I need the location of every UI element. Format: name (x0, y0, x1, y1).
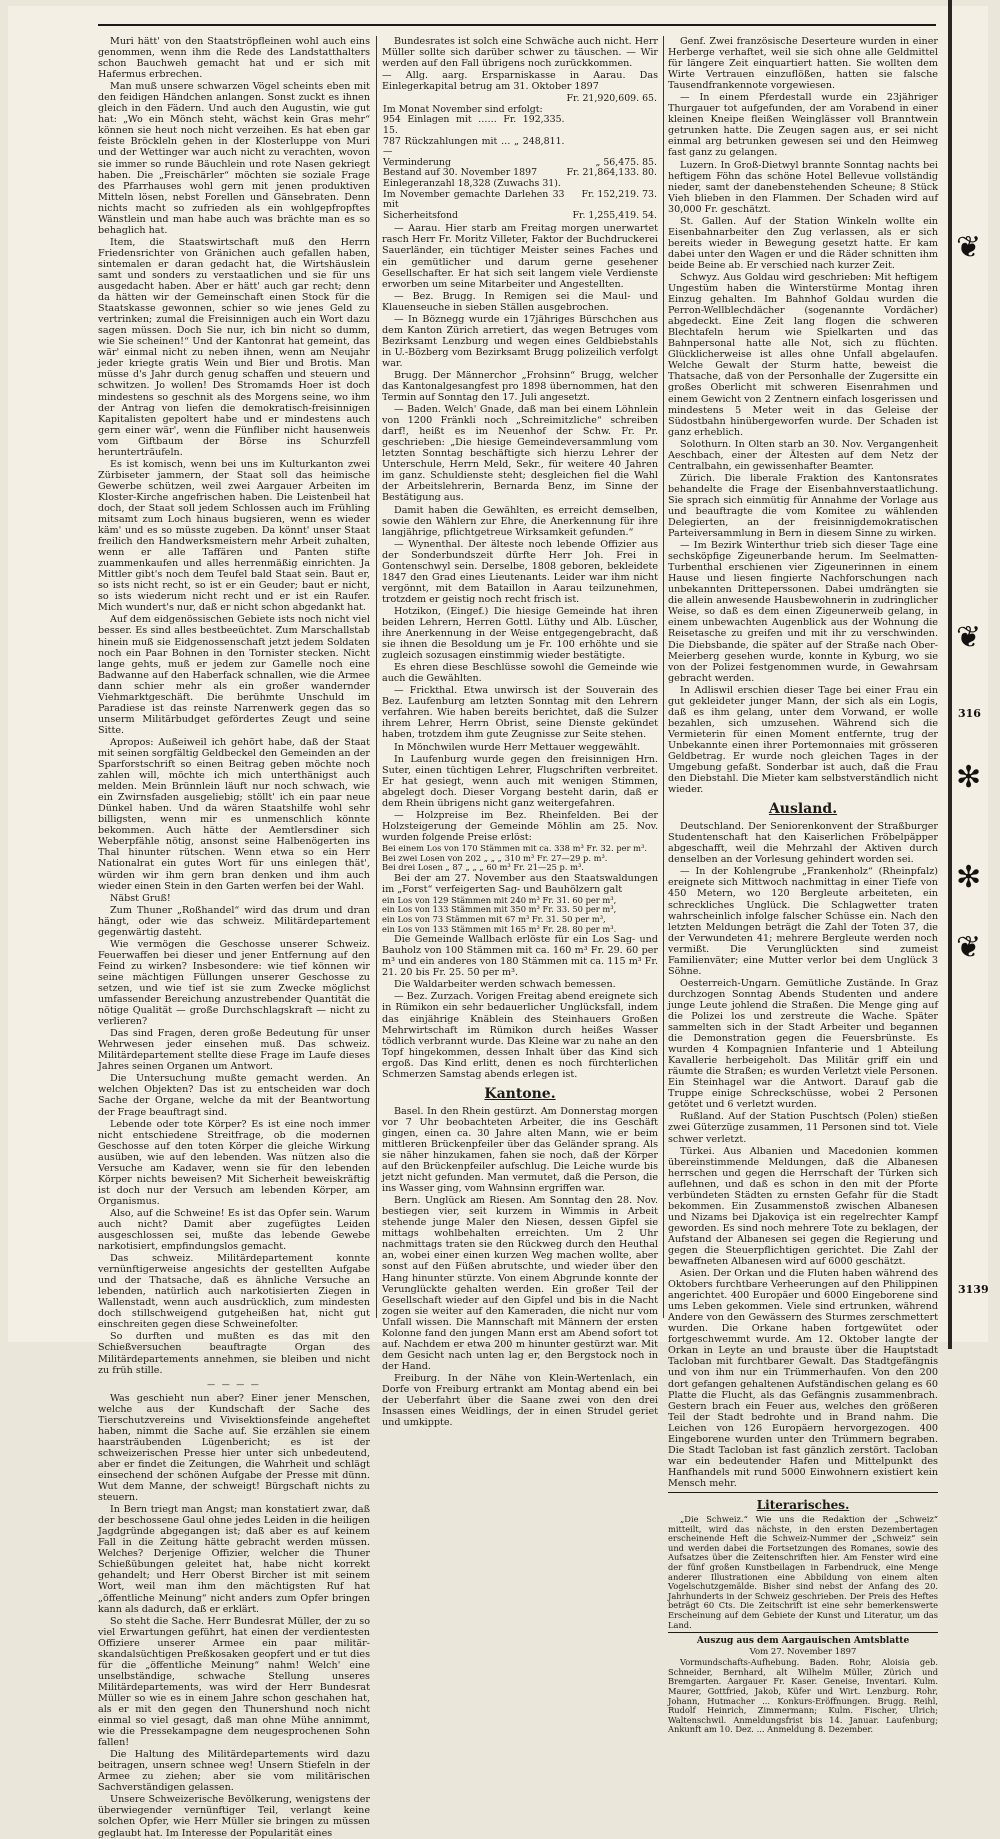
article-paragraph: Das sind Fragen, deren große Bedeutung für unser Wehrwesen jeder einsehen muß. Das schweiz. Militärdepartement stellte diese Frage im Laufe dieses Jahres seinen Organen um Antwort. (98, 1028, 370, 1073)
price-row: Bei zwei Losen von 202 „ „ „ 310 m³ Fr. 27—29 p. m³. (382, 852, 608, 863)
news-item: In Mönchwilen wurde Herr Mettauer weggewählt. (394, 741, 641, 753)
page-edge-strip (948, 0, 952, 1349)
bank-cell-label: Verminderung (383, 156, 451, 168)
news-item: — In Böznegg wurde ein 17jähriges Bürschchen aus dem Kanton Zürich arretiert, das wegen Betruges vom Bezirksamt Lenzburg und wegen eines Geldbiebstahls in U.-Bözberg vom Bezirksamt Brugg polizeilich verfolgt war. (382, 313, 658, 369)
news-item: In Adliswil erschien dieser Tage bei einer Frau ein gut gekleideter junger Mann, der sich als ein Logis, daß es ihm gelang, unter dem Vorwand, er wolle bezahlen, sich umzusehen. Während sich die Vermieterin für einen Moment entfernte, trug der Unbekannte einen ihrer Portemonnaies mit grösseren Geldbetrag. Er wurde noch gleichen Tages in der Umgebung gefaßt. Sonderbar ist auch, daß die Frau den Diebstahl. Die Mieter kam selbstverständlich nicht wieder. (668, 684, 938, 796)
bank-table (382, 94, 658, 221)
price-row: ein Los von 129 Stämmen mit 240 m³ Fr. 31. 60 per m³, (382, 894, 617, 905)
news-item: Hotzikon, (Eingef.) Die hiesige Gemeinde hat ihren beiden Lehrern, Herren Gottl. Lüthy und Alb. Lüscher, ihre Anerkennung in der Weise entgegengebracht, daß sie ihnen die Besoldung um je Fr. 100 erhöhte und sie zugleich sozusagen einstimmig wieder bestätigte. (382, 605, 658, 662)
news-item: — Frickthal. Etwa unwirsch ist der Souverain des Bez. Laufenburg am letzten Sonntag mit den Lehrern verfahren. Wie haben bereits berichtet, daß die Sulzer ihrem Lehrer, Herrn Obrist, seine Dienste gekündet haben, trotzdem ihm gute Zeugnisse zur Seite stehen. (382, 685, 658, 741)
column-3 (668, 36, 938, 1735)
article-paragraph: Muri hätt' von den Staatströpfleinen wohl auch eins genommen, wenn ihm die Rede des Landstatthalters schon Bauchweh gemacht hat und er sich mit Hafermus erbrechen. (98, 36, 370, 81)
news-item: Türkei. Aus Albanien und Macedonien kommen übereinstimmende Meldungen, daß die Albanesen herrschen und gegen die Herrschaft der Türken sich auflehnen, und daß es schon in den mit der Pforte verbündeten Städten zu ernsten Gefahr für die Stadt bekommen. Ein Zusammenstoß zwischen Albanesen und Nizams bei Djakoviça ist ein regelrechter Kampf geworden. Es sind noch mehrere Tote zu beklagen, der Aufstand der Albanesen sei gegen die Regierung und gegen die Steuerpflichtigen gerichtet. Die Zahl der bewaffneten Albanesen wird auf 6000 geschätzt. (668, 1145, 938, 1268)
article-paragraph: In Bern triegt man Angst; man konstatiert zwar, daß der beschossene Gaul ohne jedes Leiden in die heiligen Jagdgründe abgegangen ist; daß aber es auf keinem Fall in die Zeitung hätte gebracht werden müssen. Welches? Derjenige Offizier, welcher die Thuner Schießübungen geleitet hat, habe nicht korrekt gehandelt; und Herr Oberst Bircher ist mit seinem Wort, weil man ihm den mächtigsten Ruf hat „öffentliche Meinung“ nicht anders zum Opfer bringen kann als dadurch, daß er erklärt. (98, 1504, 370, 1615)
article-paragraph: Die Untersuchung mußte gemacht werden. An welchen Objekten? Das ist zu entscheiden war doch Sache der Organe, welche da mit der Beantwortung der Frage beauftragt sind. (98, 1073, 370, 1118)
bank-cell-label: 787 Rückzahlungen mit … „ 248,811. — (383, 135, 565, 158)
news-item: — Bez. Brugg. In Remigen sei die Maul- und Klauenseuche in sieben Ställen ausgebrochen. (382, 290, 658, 313)
bank-cell-label: Im November gemachte Darlehen 33 mit (383, 188, 565, 211)
news-item: Basel. In den Rhein gestürzt. Am Donnerstag morgen vor 7 Uhr beobachteten Arbeiter, die ins Geschäft gingen, einen ca. 30 Jahre alten Mann, wie er beim mittleren Brückenpfeiler über das Geländer sprang. Als sie näher hinzukamen, fahen sie noch, daß der Körper auf den Brückenpfeiler aufschlug. Die Leiche wurde bis jetzt nicht gefunden. Man vermutet, daß die Person, die ins Wasser ging, vom Wahnsinn ergriffen war. (382, 1105, 658, 1195)
bank-cell-label: Bestand auf 30. November 1897 (383, 167, 538, 179)
timber-text-4: Die Waldarbeiter werden schwach bemessen. (394, 979, 616, 991)
news-item: Asien. Der Orkan und die Fluten haben während des Oktobers furchtbare Verheerungen auf den Philippinen angerichtet. 400 Europäer und 6000 Eingeborene sind ums Leben gekommen. Viele sind ertrunken, während Andere von den Gewässern des Sturmes zerschmettert wurden. Die Orkane haben fortgewütet oder fortgeschwemmt wurde. Am 12. Oktober langte der Orkan in Leyte an und brauste über die Hauptstadt Tacloban mit furchtbarer Gewalt. Das Stadtgefängnis und von ihm nur ein Trümmerhaufen. Von den 200 dort gefangen gehaltenen Aufständischen gelang es 60 Platte die Flucht, als das Gefängnis zusammenbrach. Gestern brach ein Feuer aus, welches den größeren Teil der Stadt bedrohte und in Brand nahm. Die Leichen von 126 Europäern hervorgezogen. 400 Eingeborene wurden unter den Trümmern begraben. Die Stadt Tacloban ist fast gänzlich zerstört. Tacloban war ein bedeutender Hafen und Mittelpunkt des Hanfhandels mit rund 5000 Einwohnern existiert kein Mensch mehr. (668, 1268, 938, 1489)
price-row: ein Los von 133 Stämmen mit 165 m³ Fr. 28. 80 per m³. (382, 923, 617, 934)
ornament-icon: ❦ (956, 620, 982, 655)
article-paragraph: Die Haltung des Militärdepartements wird dazu beitragen, unsern schnee weg! Unsern Stiefeln in der Armee zu ziehen; aber sie vom militärischen Sachverständigen gelassen. (98, 1749, 370, 1794)
news-item: Rußland. Auf der Station Puschtsch (Polen) stießen zwei Güterzüge zusammen, 11 Personen sind tot. Viele schwer verletzt. (668, 1111, 938, 1145)
news-item: Solothurn. In Olten starb an 30. Nov. Vergangenheit Aeschbach, einer der Ältesten auf dem Netz der Centralbahn, ein gewissenhafter Beamter. (668, 438, 938, 472)
price-row: Bei drei Losen „ 87 „ „ „ 60 m³ Fr. 21—25 p. m³. (382, 862, 584, 873)
divider: — — — — (207, 1379, 261, 1389)
article-paragraph: Zum Thuner „Roßhandel“ wird das drum und dran hängt, oder wie das schweiz. Militärdepartement gegenwärtig dasteht. (98, 904, 370, 938)
news-item: — Wynenthal. Der älteste noch lebende Offizier aus der Sonderbundszeit dürfte Herr Joh. Frei in Gontenschwyl sein. Derselbe, 1808 geboren, bekleidete 1847 den Grad eines Lieutenants. Leider war ihm nicht vergönnt, mit dem Bataillon in Aarau teilzunehmen, trotzdem er geistig noch recht frisch ist. (382, 538, 658, 605)
news-item: — Bez. Zurzach. Vorigen Freitag abend ereignete sich in Rümikon ein sehr bedauerlicher Unglücksfall, indem das einjährige Knäblein des Steinhauers Großen Mehrwirtschaft im Rümikon durch heißes Wasser tödlich verbrannt wurde. Das Kleine war zu nahe an den Topf hingekommen, dessen Inhalt über das Kind sich ergoß. Das Kind erlitt, denen es noch fürchterlichen Schmerzen Samstag abends erlegen ist. (382, 991, 658, 1080)
edge-number-2: 3139 (958, 1283, 989, 1296)
amtsblatt-extract (668, 1636, 938, 1735)
bank-cell-amount (566, 105, 658, 116)
ornament-icon: ❦ (956, 930, 982, 965)
ornament-icon: ❦ (956, 230, 982, 265)
news-item: St. Gallen. Auf der Station Winkeln wollte ein Eisenbahnarbeiter den Zug verlassen, als er sich bereits wieder in Bewegung gesetzt hatte. Er kam dabei unter den Wagen er und die Räder schnitten ihm beide Beine ab. Er verschied nach kurzer Zeit. (668, 215, 938, 271)
bank-cell-amount (566, 179, 658, 190)
ornament-icon: ✻ (956, 860, 982, 895)
bank-cell-label: Einlegeranzahl 18,328 (Zuwachs 31). (383, 177, 561, 189)
timber-text-3: Die Gemeinde Wallbach erlöste für ein Los Sag- und Bauholz von 100 Stämmen mit ca. 160 m³ Fr. 29. 60 per m³ und ein anderes von 180 Stämmen mit ca. 115 m³ Fr. 21. 20 bis Fr. 25. 50 per m³. (382, 934, 658, 979)
news-item: — Baden. Welch' Gnade, daß man bei einem Löhnlein von 1200 Fränkli noch „Schreimitzliche“ schreiben darf!, heißt es im Neuenhof der Schw. Fr. Pr. geschrieben: „Die hiesige Gemeindeversammlung vom letzten Sonntag beschäftigte sich hierzu Lehrer der Unterschule, Herrn Meld, Sekr., für weitere 40 Jahren im ganz. Schuldienste steht; desgleichen fiel die Wahl der Arbeitslehrerin, Bernarda Benz, im Sinne der Bestätigung aus. (382, 404, 658, 504)
news-item: Oesterreich-Ungarn. Gemütliche Zustände. In Graz durchzogen Sonntag Abends Studenten und andere junge Leute johlend die Straßen. Die Menge ging auf die Polizei los und zerstreute die Wache. Später sammelten sich in der Stadt Arbeiter und begannen die Demonstration gegen die Feuersbrünste. Es wurden 4 Kompagnien Infanterie und 1 Abteilung Kavallerie herbeigeholt. Das Militär griff ein und räumte die Straßen; es wurden Verletzt viele Personen. Ein Steinhagel war die Antwort. Darauf gab die Truppe einige Schreckschüsse, wobei 2 Personen getötet und 6 verletzt wurden. (668, 977, 938, 1111)
news-item: — Im Bezirk Winterthur trieb sich dieser Tage eine sechsköpfige Zigeunerbande herum. Im Seelmatten-Turbenthal erschienen vier Zigeunerinnen in einem Hause und liesen fingierte Nachforschungen nach unbekannten Dritteperssonen. Dabei umdrängten sie die allein anwesende Hausbewohnerin in zudringlicher Weise, so daß es dem einen Zigeunerweib gelang, in einem unbewachten Augenblick aus der Wohnung die Reisetasche zu greifen und mit ihr zu verschwinden. Die Diebsbande, die später auf der Straße nach Ober-Meierberg gesehen wurde, konnte in Kyburg, wo sie von der Polizei festgenommen wurde, in Gewahrsam gebracht werden. (668, 540, 938, 684)
news-item: Brugg. Der Männerchor „Frohsinn“ Brugg, welcher das Kantonalgesangfest pro 1898 übernommen, hat den Termin auf Sonntag den 17. Juli angesetzt. (382, 369, 658, 404)
section-heading-ausland: Ausland. (768, 801, 838, 818)
bank-cell-amount: Fr. 152,219. 73. (581, 188, 657, 200)
news-item: — In der Kohlengrube „Frankenholz“ (Rheinpfalz) ereignete sich Mittwoch nachmittag in einer Tiefe von 450 Metern, wo 120 Bergleute arbeiteten, ein schreckliches Unglück. Die Schlagwetter traten wahrscheinlich infolge falscher Schüsse ein. Nach den letzten Meldungen beträgt die Zahl der Toten 37, die der Verwundeten 41; mehrere Bergleute werden noch vermißt. Die Verunglückten sind zumeist Familienväter; eine Mutter verlor bei dem Unglück 3 Söhne. (668, 866, 938, 977)
column-1 (98, 36, 370, 1839)
bank-cell-label: Sicherheitsfond (383, 209, 459, 221)
bank-cell-label: 954 Einlagen mit …… Fr. 192,335. 15. (383, 114, 565, 137)
article-paragraph: Lebende oder tote Körper? Es ist eine noch immer nicht entschiedene Streitfrage, ob die modernen Geschosse auf den toten Körper die gleiche Wirkung ausüben, wie auf den lebenden. Was nützen also die Versuche am Kadaver, wenn sie für den lebenden Körper nichts beweisen? Mit Sicherheit beweiskräftig ist doch nur der Versuch am lebenden Körper, am Organismus. (98, 1118, 370, 1207)
bank-cell-amount: Fr. 21,864,133. 80. (566, 167, 657, 179)
article-paragraph: Man muß unsere schwarzen Vögel scheints eben mit den feidigen Händchen anlangen. Sonst zuckt es ihnen gleich in den Fädern. Und auch den Augustin, wie gut hat: „Wo ein Mönch steht, wächst kein Gras mehr“ können sie heut noch nicht verzeihen. Es hat eben gar feiste Bröckleln gehen in der Klosterluppe von Muri und der Wettinger war auch nicht zu verachten, wovon sie immer so runde Bäuchlein und rote Nasen gekriegt haben. Die „Freischärler“ möchten sie soziale Frage des Pfarrhauses wohl gern mit jenen produktiven Mitteln lösen, nebst Forellen und Gänsebraten. Denn nichts macht so zufrieden als ein wohlgepfropftes Wänstlein und man habe auch was brächte man es so behaglich hat. (98, 81, 370, 236)
price-row: ein Los von 73 Stämmen mit 67 m³ Fr. 31. 50 per m³, (382, 914, 606, 924)
amtsblatt-title: Auszug aus dem Aargauischen Amtsblatte (696, 1636, 910, 1647)
bank-cell-label: Im Monat November sind erfolgt: (383, 103, 543, 115)
amtsblatt-date: Vom 27. November 1897 (749, 1647, 857, 1658)
article-paragraph: Es ist komisch, wenn bei uns im Kulturkanton zwei Zürbiseter jammern, der Staat soll das heimische Gewerbe schützen, weil zwei Aargauer Arbeiten im Kloster-Kirche angefrischen haben. Die Leistenbeil hat doch, der Staat soll jedem Schlossen auch im Frühling mitsamt zum Loch hinaus bugsieren, wenn es wieder käm' und es so müsste zugeben. Da könnt' unser Staat freilich den Handwerksmeistern mehr Arbeit zuhalten, wenn er alle Taffären und Panten stifte zuammenkaufen und alles herrenmäßig einrichten. Ja Mittler gibt's noch dem Teufel bald Staat sein. Baut er, so ists nicht recht, so ist er ein Geuder; baut er nicht, so ists wiederum nicht recht und er ist ein Raufer. Mich wundert's nur, daß er nicht schon abgedankt hat. (98, 458, 370, 614)
news-item: Damit haben die Gewählten, es erreicht demselben, sowie den Wählern zur Ehre, die Anerkennung für ihre langjährige, pflichtgetreue Wirksamkeit gefunden.“ (382, 504, 658, 538)
article-paragraph: Wie vermögen die Geschosse unserer Schweiz. Feuerwaffen bei dieser und jener Entfernung auf den Feind zu wirken? Insbesondere: wie tief können wir seine mächtigen Füllungen unserer Geschosse zu setzen, und wie tief ist sie zum Zwecke möglichst umfassender Bereichung anzustrebender Quantität die nötige Qualität — große Durchschlagskraft — nicht zu verlieren? (98, 938, 370, 1028)
bank-row (382, 190, 658, 211)
bank-cell-amount (566, 115, 658, 136)
bank-row (382, 179, 658, 190)
article-paragraph: So steht die Sache. Herr Bundesrat Müller, der zu so viel Erwartungen geführt, hat einen der verdientesten Offiziere unserer Armee ein paar militär-skandalsüchtigen Preßkosaken geopfert und er tut dies für die „öffentliche Meinung“ nahm! Welch' eine unselbständige, schwache Stellung unseres Militärdepartements, was wird der Herr Bundesrat Müller so wie es in einem Jahre schon geschahen hat, als er mit den gegen den Thunershund noch nicht einmal so viel gesagt, daß man ohne Mühe annimmt, wie die Pressekampagne dem neugesprochenen Sohn fallen! (98, 1615, 370, 1749)
timber-prices (382, 810, 658, 991)
article-paragraph: Item, die Staatswirtschaft muß den Herrn Friedensrichter von Gränichen auch gefallen haben, sintemalen er daran gedacht hat, die Wirtshäuslein samt und sonders zu verstaatlichen und sie für uns ausgedacht haben. Aber er hätt' auch gar recht; denn da hätten wir der Gemeinschaft einen Stock für die Staatskasse gewonnen, schier so wie jenes Geld zu vertrinken; zumal die Freisinnigen auch ein Wort dazu sagen müssen. Doch Sie nur, ich bin nicht so dumm, wie Sie scheinen!“ Und der Kantonrat hat gemeint, das wär' einmal nicht zu neben ihnen, wenn am Neujahr jeder kriegte gratis Wein und Bier und Brotis. Man müsse d's Jahr durch genug schaffen und steuern und schwitzen. Jo wollen! Des Stromamds Hoer ist doch mindestens so geschnit als des Morgens seine, wo ihm der Antrag von liefen die demokratisch-freisinnigen Kapitalisten gepoltert habe und er mindestens auch gern einer wär', wenn die Fünfliber nicht hausenweis vom Giftbaum der Börse ins Schurzfell herunterträufeln. (98, 236, 370, 458)
bank-cell-amount (566, 137, 658, 158)
bank-cell-amount: Fr. 21,920,609. 65. (566, 93, 657, 105)
timber-text-2: Bei der am 27. November aus den Staatswaldungen im „Forst“ verfeigerten Sag- und Bauhölzern galt (382, 872, 658, 895)
bank-row (382, 211, 658, 222)
column-2 (382, 36, 658, 1429)
article-paragraph: Also, auf die Schweine! Es ist das Opfer sein. Warum auch nicht? Damit aber zugefügtes Leiden ausgeschlossen sei, mußte das lebende Gewebe narkotisiert, empfindungslos gemacht. (98, 1207, 370, 1253)
article-paragraph: Was geschieht nun aber? Einer jener Menschen, welche aus der Kundschaft der Sache des Tierschutzvereins und Vivisektionsfeinde angeheftet haben, nimmt die Sache auf. Sie erzählen sie einem haarsträubenden Lügenbericht; es ist der schweizerischen Presse hier unter sich unbedeutend, aber er findet die Zeitungen, die Wahrheit und schlägt einsechend der schönen Aufgabe der Presse mit dünn. Wut dem Manne, der schweigt! Bürgschaft nichts zu steuern. (98, 1392, 370, 1504)
article-paragraph: So durften und mußten es das mit den Schießversuchen beauftragte Organ des Militärdepartements annehmen, sie bleiben und nicht zu früh stille. (98, 1331, 370, 1376)
section-heading-kantone: Kantone. (484, 1085, 556, 1102)
news-item: Deutschland. Der Seniorenkonvent der Straßburger Studentenschaft hat den Kaiserlichen Fröbelpäpper abgeschafft, weil die Mehrzahl der Aktiven durch denselben an der Vorlesung gehindert worden sei. (668, 821, 938, 866)
price-row: ein Los von 133 Stämmen mit 350 m³ Fr. 33. 50 per m³, (382, 904, 617, 915)
news-item: Zürich. Die liberale Fraktion des Kantonsrates behandelte die Frage der Eisenbahnverstaatlichung. Sie sprach sich einmütig für Annahme der Vorlage aus und beauftragte die vom Komitee zu wählenden Delegierten, an der freisinnigdemokratischen Parteiversammlung in Bern in diesem Sinne zu wirken. (668, 472, 938, 540)
news-item: In Laufenburg wurde gegen den freisinnigen Hrn. Suter, einen tüchtigen Lehrer, Flugschriften verbreitet. Er hat gesiegt, wenn auch mit wenigen Stimmen, abgelegt doch. Dieser Vorgang besteht darin, daß er dem Rhein übrigens nicht ganz weitergefahren. (382, 753, 658, 809)
news-item: Genf. Zwei französische Deserteure wurden in einer Herberge verhaftet, weil sie sich ohne alle Geldmittel für längere Zeit einquartiert hatten. Sie wollten dem Wirte Vertrauen einzuflößen, hatten sie falsche Tausendfrankennote vorgewiesen. (668, 36, 938, 92)
bank-cell-amount: Fr. 1,255,419. 54. (572, 209, 657, 221)
article-paragraph: Das schweiz. Militärdepartement konnte vernünftigerweise angesichts der gestellten Aufgabe und der Thatsache, daß es ähnliche Versuche an lebenden, natürlich auch narkotisierten Ziegen in Wallenstadt, wenn auch ausdrücklich, zum mindesten doch stillschweigend gutgeheißen hat, nicht gut einschreiten gegen diese Schweinefolter. (98, 1253, 370, 1331)
news-item: — Aarau. Hier starb am Freitag morgen unerwartet rasch Herr Fr. Moritz Villeter, Faktor der Buchdruckerei Sauerländer, ein tüchtiger Meister seines Faches und ein gemütlicher und darum gerne gesehener Gesellschafter. Er hat sich seit langem viele Verdienste erworben um seine Mitarbeiter und Angestellten. (382, 223, 658, 290)
article-paragraph: Apropos: Außeiweil ich gehört habe, daß der Staat mit seinen sorgfältig Geldbeckel den Gemeinden an der Sparforstschrift so einen Beitrag geben möchte noch zahlen will, möchte ich mich unterthänigst auch melden. Mein Brünnlein läuft nur noch schwach, wie ein Zwirnsfaden ausgeliebig; stöllt' ich ein paar neue Dünkel haben. Und da wären Staatshilfe wohl sehr billigsten, wenn mir es unmenschlich könnte bekommen. Auch hätte der Aemtlersdiner sich Weberpfähle nötig, ansonst seine Halbenögerten ins Thal hinunter rütschen. Wenn etwa so ein Herr Nationalrat ein gutes Wort für uns einlegen thät', würden wir ihm gern bran denken und ihm auch wieder einen Stein in den Garten werfen bei der Wahl. (98, 736, 370, 892)
bank-row (382, 137, 658, 158)
amtsblatt-text: Vormundschafts-Aufhebung. Baden. Rohr, Aloisia geb. Schneider, Bernhard, alt Wilhelm Müller, Zürich und Bremgarten. Aargauer Fr. Kaser. Geneise, Inventari. Kulm. Maurer, Gottfried, Jakob, Küfer und Wirt. Lenzburg. Rohr, Johann, Hutmacher ... Konkurs-Eröffnungen. Brugg. Reihl, Rudolf Heinrich, Zimmermann; Kulm. Fischer, Ulrich; Waltenschwil. Anmeldungsfrist bis 14. Januar. Laufenburg; Ankunft am 10. Dez. ... Anmeldung 8. Dezember. (668, 1657, 938, 1735)
top-rule (98, 24, 936, 26)
bank-cell-amount: „ 56,475. 85. (595, 156, 657, 168)
section-heading-literarisches: Literarisches. (756, 1498, 850, 1512)
bank-row (382, 115, 658, 136)
article-paragraph: Auf dem eidgenössischen Gebiete ists noch nicht viel besser. Es sind alles bestbeeüchtet. Zum Marschallstab hinein muß sie Eidgenossenschaft jetzt jedem Soldaten noch ein Paar Bohnen in den Tornister stecken. Nicht lange gehts, muß er jedem zur Gamelle noch eine Badwanne auf den Haberfack schnallen, wie die Armee dann schier mehr als ein großer wandernder Viehmarktgeschäft. Die berühmte Unschuld im Paradiese ist das reinste Narrenwerk gegen das so unserm Militärbudget gefördertes Zeugt und seine Sitte. (98, 614, 370, 736)
literary-box (668, 1492, 938, 1633)
news-item: Bern. Unglück am Riesen. Am Sonntag den 28. Nov. bestiegen vier, seit kurzem in Wimmis in Arbeit stehende junge Maler den Niesen, dessen Gipfel sie mittags wohlbehalten erreichten. Um 2 Uhr nachmittags traten sie den Rückweg durch den Heuthal an, wobei einer einen kurzen Weg machen wollte, aber sonst auf den Füßen abrutschte, und wieder über den Hang hinunter stürzte. Von einem Abgrunde konnte der Verunglückte gehalten werden. Ein großer Teil der Gesellschaft wieder auf den Gipfel und bis in die Nacht zogen sie weiter auf den Kameraden, die nicht nur vom Unfall wissen. Die Mannschaft mit Männern der ersten Kolonne fand den jungen Mann erst am Abend sofort tot auf. Nachdem er etwa 200 m hinunter gestürzt war. Mit dem Gesicht nach unten lag er, den Bergstock noch in der Hand. (382, 1195, 658, 1372)
column-separator (376, 36, 377, 1318)
bank-title: — Allg. aarg. Ersparniskasse in Aarau. Das Einlegerkapital betrug am 31. Oktober 1897 (382, 70, 658, 93)
news-item: Schwyz. Aus Goldau wird geschrieben: Mit heftigem Ungestüm haben die Winterstürme Montag ihren Einzug gehalten. Im Bahnhof Goldau wurden die Perron-Wellblechdächer (sogenannte Vordächer) abgedeckt. Eine Zeit lang flogen die schweren Blechtafeln herum wie Spielkarten und das Bahnpersonal hatte alle Not, sich zu flüchten. Glücklicherweise ist alles ohne Unfall abgelaufen. Welche Gewalt der Sturm hatte, beweist die Thatsache, daß von der Personhalle der Zugersitte ein großes Oberlicht mit schweren Eisenrahmen und einem Gewicht von 2 Zentnern einfach losgerissen und mindestens 5 Meter weit in das Geleise der Südostbahn hinübergeworfen wurde. Der Schaden ist ganz erheblich. (668, 271, 938, 438)
news-item: Es ehren diese Beschlüsse sowohl die Gemeinde wie auch die Gewählten. (382, 662, 658, 685)
edge-number-1: 316 (958, 707, 981, 720)
article-paragraph: Unsere Schweizerische Bevölkerung, wenigstens der überwiegender vernünftiger Teil, verlangt keine solchen Opfer, wie Herr Müller sie bringen zu müssen geglaubt hat. Im Interesse der Popularität eines (98, 1794, 370, 1839)
news-item: — In einem Pferdestall wurde ein 23jähriger Thurgauer tot aufgefunden, der am Vorabend in einer kleinen Kneipe fleißen Weinglässer voll Branntwein getrunken hatte. Die Zeugen sagen aus, er sei nicht einmal arg betrunken gewesen sei und den Heimweg fast ganz zu gelangen. (668, 92, 938, 159)
bank-report (382, 70, 658, 221)
ornament-icon: ✻ (956, 760, 982, 795)
news-item: Luzern. In Groß-Dietwyl brannte Sonntag nachts bei heftigem Föhn das schöne Hotel Bellevue vollständig nieder, samt der danebenstehenden Scheune; 8 Stück Vieh blieben in den Flammen. Der Schaden wird auf 30,000 Fr. geschätzt. (668, 159, 938, 215)
article-paragraph: Näbst Gruß! (110, 892, 171, 904)
literary-text: „Die Schweiz.“ Wie uns die Redaktion der „Schweiz“ mitteilt, wird das nächste, in den ersten Dezembertagen erscheinende Heft die Schweiz-Nummer der „Schweiz“ sein und werden dabei die Fortsetzungen des Romanes, sowie des Aufsatzes über die Zeitenschriften hier. Am Fenster wird eine der fünf großen Kunstbeilagen in Farbendruck, eine Menge anderer Illustrationen eine Abbildung von einem alten Vogelschutzgemälde. Bisher sind nebst der Anfang des 20. Jahrhunderts in der Schweiz geschrieben. Der Preis des Heftes beträgt 60 Cts. Die Zeitschrift ist eine sehr bemerkenswerte Erscheinung auf dem Gebiete der Kunst und Literatur, um das Land. (668, 1514, 938, 1630)
article-paragraph: Bundesrates ist solch eine Schwäche auch nicht. Herr Müller sollte sich darüber schwer zu täuschen. — Wir werden auf den Fall übrigens noch zurückkommen. (382, 36, 658, 70)
timber-title: — Holzpreise im Bez. Rheinfelden. Bei der Holzsteigerung der Gemeinde Möhlin am 25. Nov. wurden folgende Preise erlöst: (382, 809, 658, 843)
news-item: Freiburg. In der Nähe von Klein-Wertenlach, ein Dorfe von Freiburg ertrankt am Montag abend ein bei der Ueberfahrt über die Saane zwei von den drei Insassen eines Weidlings, der in einen Strudel geriet und umkippte. (382, 1372, 658, 1429)
price-row: Bei einem Los von 170 Stämmen mit ca. 338 m³ Fr. 32. per m³. (382, 842, 647, 853)
column-separator (663, 36, 664, 1318)
